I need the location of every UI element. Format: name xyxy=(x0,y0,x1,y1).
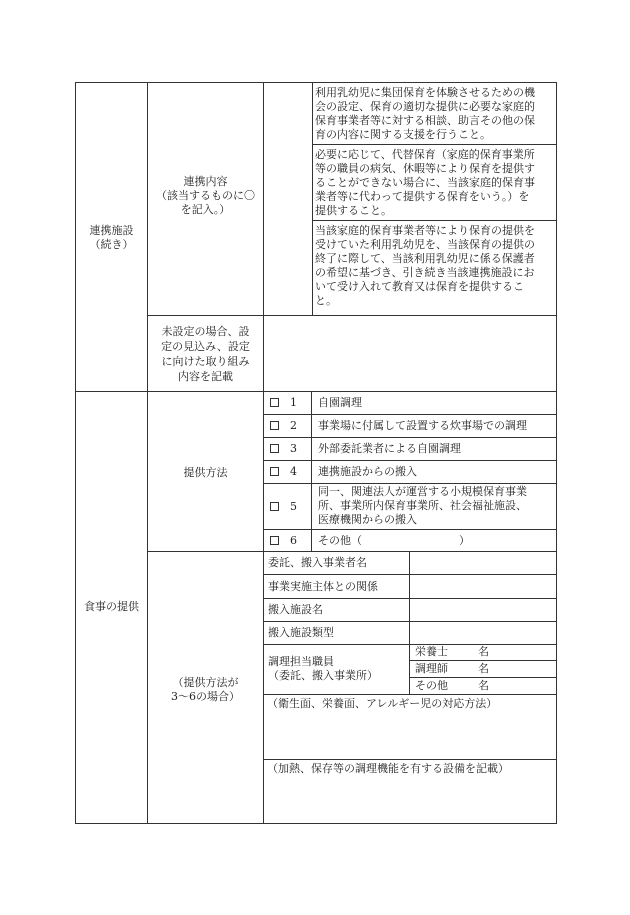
renkei-check-cell-1[interactable] xyxy=(264,83,311,144)
staff-label: 調理担当職員 （委託、搬入事業所） xyxy=(268,655,378,682)
row-divider xyxy=(263,529,557,530)
option-number: 5 xyxy=(290,500,297,513)
equipment-label: （加熱、保存等の調理機能を有する設備を記載） xyxy=(267,762,509,775)
row-divider xyxy=(263,460,557,461)
table-border xyxy=(75,82,76,824)
staff-count-input[interactable] xyxy=(455,646,475,659)
row-divider xyxy=(312,144,557,145)
table-border xyxy=(556,82,557,824)
checkbox-option-4[interactable] xyxy=(270,467,279,476)
shokuji-section-label: 食事の提供 xyxy=(84,600,139,613)
staff-role: 栄養士 xyxy=(415,645,448,658)
option-number: 6 xyxy=(290,534,297,547)
option-text-other-close: ） xyxy=(459,534,470,547)
row-divider xyxy=(263,759,557,760)
row-divider xyxy=(263,694,557,695)
renkei-check-cell-2[interactable] xyxy=(264,145,311,220)
column-divider xyxy=(311,391,312,551)
option-number: 3 xyxy=(290,442,297,455)
checkbox-option-6[interactable] xyxy=(270,536,279,545)
option-text: 同一、関連法人が運営する小規模保育事業 所、事業所内保育事業所、社会福祉施設、 医療機関からの搬入 xyxy=(318,485,527,526)
option-number: 1 xyxy=(290,396,297,409)
option-number: 4 xyxy=(290,465,297,478)
row-divider xyxy=(409,677,557,678)
option-text: 外部委託業者による自園調理 xyxy=(318,442,461,455)
option-number: 2 xyxy=(290,419,297,432)
checkbox-option-2[interactable] xyxy=(270,421,279,430)
checkbox-option-5[interactable] xyxy=(270,502,279,511)
hygiene-label: （衛生面、栄養面、アレルギー児の対応方法） xyxy=(267,697,498,710)
row-divider xyxy=(263,414,557,415)
field-label: 搬入施設名 xyxy=(268,603,323,616)
checkbox-option-3[interactable] xyxy=(270,444,279,453)
relationship-input[interactable] xyxy=(410,575,556,598)
row-divider xyxy=(409,660,557,661)
staff-unit: 名 xyxy=(478,679,489,692)
misettei-label: 未設定の場合、設 定の見込み、設定 に向けた取り組み 内容を記載 xyxy=(161,325,250,383)
method-label: 提供方法 xyxy=(183,466,228,479)
hygiene-input-area[interactable] xyxy=(264,712,556,758)
contractor-name-input[interactable] xyxy=(410,552,556,574)
option-text-other: その他（ xyxy=(318,534,362,547)
renkei-item-3: 当該家庭的保育事業者等により保育の提供を 受けていた利用乳幼児を、当該保育の提供の 終了に際して、当該利用乳幼児に係る保護者 の希望に基づき、引き続き当該連携施設にお いて受け入れて教育又は保育を提供するこ と。 xyxy=(315,224,535,307)
option-text: 事業場に付属して設置する炊事場での調理 xyxy=(318,419,527,432)
staff-role: その他 xyxy=(415,679,448,692)
renkei-item-2: 必要に応じて、代替保育（家庭的保育事業所 等の職員の病気、休暇等により保育を提供す ることができない場合に、当該家庭的保育事 業者等に代わって提供する保育をいう。）を 提供すること。 xyxy=(315,148,535,217)
other-input-field[interactable] xyxy=(376,532,458,548)
row-divider xyxy=(263,483,557,484)
renkei-item-1: 利用乳幼児に集団保育を体験させるための機 会の設定、保育の適切な提供に必要な家庭的 保育事業者等に対する相談、助言その他の保 育の内容に関する支援を行うこと。 xyxy=(315,86,535,141)
row-divider xyxy=(263,644,557,645)
field-label: 事業実施主体との関係 xyxy=(268,580,378,593)
staff-count-input[interactable] xyxy=(455,680,475,693)
staff-role: 調理師 xyxy=(415,662,448,675)
staff-unit: 名 xyxy=(478,662,489,675)
row-divider xyxy=(312,220,557,221)
facility-type-input[interactable] xyxy=(410,622,556,644)
field-label: 搬入施設類型 xyxy=(268,626,334,639)
column-divider xyxy=(312,82,313,315)
staff-count-input[interactable] xyxy=(455,663,475,676)
option-text: 連携施設からの搬入 xyxy=(318,465,417,478)
renkei-naiyou-label: 連携内容 （該当するものに〇 を記入。） xyxy=(156,175,255,216)
field-label: 委託、搬入事業者名 xyxy=(268,556,367,569)
option-text: 自園調理 xyxy=(318,396,362,409)
renkei-check-cell-3[interactable] xyxy=(264,221,311,315)
facility-name-input[interactable] xyxy=(410,599,556,621)
checkbox-option-1[interactable] xyxy=(270,398,279,407)
renkei-section-label: 連携施設 （続き） xyxy=(89,224,134,251)
staff-unit: 名 xyxy=(478,645,489,658)
row-divider xyxy=(263,437,557,438)
case-label: （提供方法が 3～6の場合） xyxy=(171,676,240,703)
misettei-input-area[interactable] xyxy=(264,316,556,391)
equipment-input-area[interactable] xyxy=(264,777,556,822)
